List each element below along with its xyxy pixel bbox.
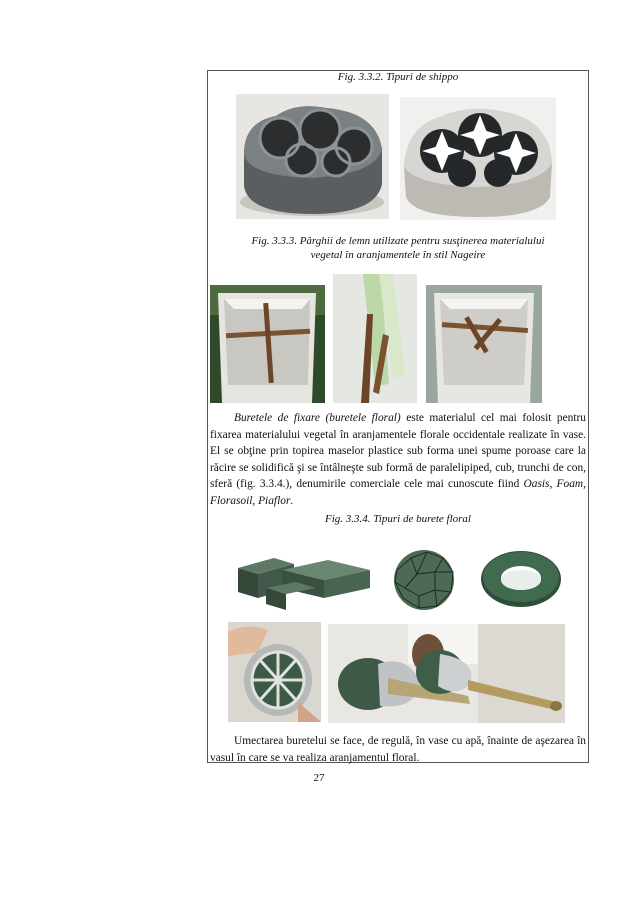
floral-foam-term: Buretele de fixare (buretele floral) xyxy=(234,412,401,424)
fig-334-caption: Fig. 3.3.4. Tipuri de burete floral xyxy=(325,513,471,525)
paragraph-end: . xyxy=(290,494,294,507)
shippo-dark-photo xyxy=(236,94,389,219)
foam-sphere-photo xyxy=(391,544,458,614)
nageire-y-support-photo xyxy=(426,285,542,403)
foam-blocks-photo xyxy=(232,540,374,612)
nageire-stem-detail-photo xyxy=(333,274,417,403)
foam-soaking-text: Umectarea buretelui se face, de regulă, în vase cu apă, înainte de aşezarea în vasul în care se va realiza aranjamentul floral. xyxy=(210,735,586,764)
foam-ring-photo xyxy=(477,545,566,611)
fig-333-caption xyxy=(207,234,589,262)
fig-333-caption-line1: Fig. 3.3.3. Pârghii de lemn utilizate pentru susţinerea materialului xyxy=(251,235,545,247)
foam-soaking-paragraph xyxy=(210,733,586,766)
nageire-cross-support-photo xyxy=(210,285,325,403)
fig-332-caption: Fig. 3.3.2. Tipuri de shippo xyxy=(337,71,459,83)
foam-cage-photo xyxy=(228,622,321,722)
floral-foam-brands: Oasis, Foam, Florasoil, Piaflor xyxy=(210,478,586,507)
fig-333-caption-line2: vegetal în aranjamentele în stil Nageire xyxy=(310,249,486,261)
floral-foam-description: este materialul cel mai folosit pentru fixarea materialului vegetal în aranjamentele florale occidentale realizate în vase. El se obţine prin topirea maselor plastice sub forma unei spume poroase care la răcire se solidifică şi se întâlneşte sub formă de paralelipiped, cub, trunchi de con, sferă (fig. 3.3.4.), denumirile comerciale cele mai cunoscute fiind xyxy=(210,412,586,491)
foam-holders-photo xyxy=(328,624,565,723)
page-number: 27 xyxy=(313,772,325,784)
floral-foam-paragraph xyxy=(210,410,586,510)
shippo-light-photo xyxy=(400,97,556,220)
